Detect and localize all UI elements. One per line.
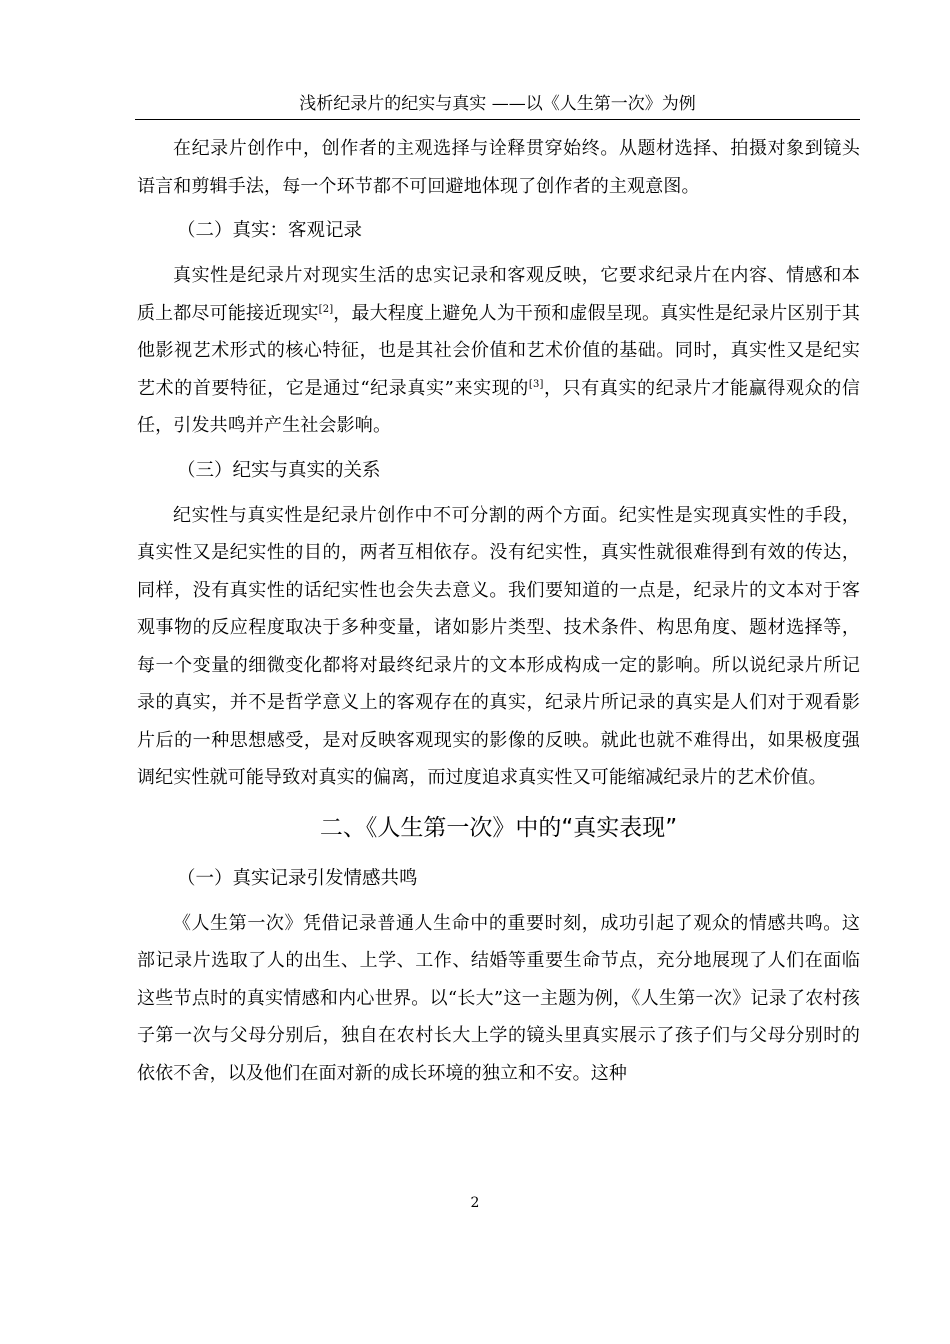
- subheading-documentary-truth-relation: （三）纪实与真实的关系: [177, 459, 381, 481]
- body-text: [137, 130, 860, 1092]
- header-divider: [135, 119, 860, 120]
- paragraph-creator-subjectivity: 在纪录片创作中，创作者的主观选择与诠释贯穿始终。从题材选择、拍摄对象到镜头语言和剪辑手法，每一个环节都不可回避地体现了创作者的主观意图。: [137, 138, 860, 197]
- citation-ref-2: [2]: [318, 303, 334, 315]
- subheading-truth-objective-record: （二）真实：客观记录: [177, 220, 363, 241]
- running-header-title: 浅析纪录片的纪实与真实 ——以《人生第一次》为例: [299, 94, 696, 114]
- subheading-emotional-resonance: （一）真实记录引发情感共鸣: [177, 867, 418, 889]
- paragraph-truthfulness-part-1: 真实性是纪录片对现实生活的忠实记录和客观反映，它要求纪录片在内容、情感和本质上都尽可能接近现实: [137, 265, 860, 324]
- paragraph-truthfulness-part-3: ，只有真实的纪录片才能赢得观众的信任，引发共鸣并产生社会影响。: [137, 377, 860, 436]
- paragraph-truthfulness: [137, 257, 860, 445]
- page-number: 2: [470, 1195, 480, 1211]
- paragraph-first-time-in-life: 《人生第一次》凭借记录普通人生命中的重要时刻，成功引起了观众的情感共鸣。这部记录片选取了人的出生、上学、工作、结婚等重要生命节点，充分地展现了人们在面临这些节点时的真实情感和内心世界。以“长大”这一主题为例，《人生第一次》记录了农村孩子第一次与父母分别后，独自在农村长大上学的镜头里真实展示了孩子们与父母分别时的依依不舍，以及他们在面对新的成长环境的独立和不安。这种: [137, 912, 860, 1084]
- paragraph-truthfulness-part-2: ，最大程度上避免人为干预和虚假呈现。真实性是纪录片区别于其他影视艺术形式的核心特征，也是其社会价值和艺术价值的基础。同时，真实性又是纪实艺术的首要特征，它是通过“纪录真实”来实现的: [137, 302, 860, 399]
- paragraph-relation: 纪实性与真实性是纪录片创作中不可分割的两个方面。纪实性是实现真实性的手段，真实性又是纪实性的目的，两者互相依存。没有纪实性，真实性就很难得到有效的传达，同样，没有真实性的话纪实性也会失去意义。我们要知道的一点是，纪录片的文本对于客观事物的反应程度取决于多种变量，诸如影片类型、技术条件、构思角度、题材选择等，每一个变量的细微变化都将对最终纪录片的文本形成构成一定的影响。所以说纪录片所记录的真实，并不是哲学意义上的客观存在的真实，纪录片所记录的真实是人们对于观看影片后的一种思想感受，是对反映客观现实的影像的反映。就此也就不难得出，如果极度强调纪实性就可能导致对真实的偏离，而过度追求真实性又可能缩减纪录片的艺术价值。: [137, 504, 860, 788]
- citation-ref-3: [3]: [528, 378, 544, 390]
- section-heading-true-expression: 二、《人生第一次》中的“真实表现”: [319, 814, 678, 841]
